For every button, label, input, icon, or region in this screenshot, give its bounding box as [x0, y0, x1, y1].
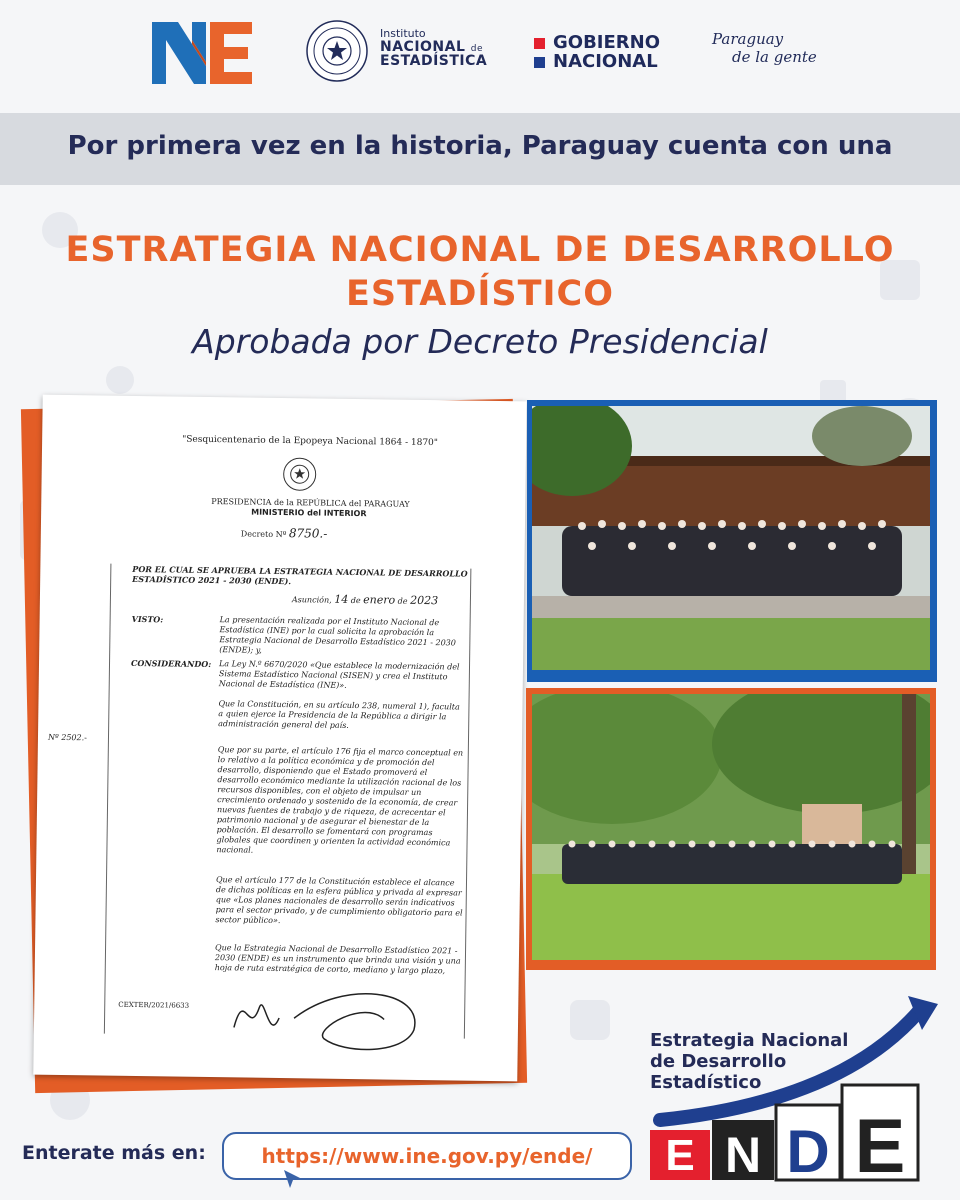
- doc-paragraph-5: Que la Estrategia Nacional de Desarrollo Estadístico 2021 - 2030 (ENDE) es un instrumento que brinda una visión y una hoja de ruta estratégica de corto, mediano y largo plazo,: [214, 943, 461, 976]
- signature-icon: [224, 957, 445, 1060]
- doc-paragraph-4: Que el artículo 177 de la Constitución establece el alcance de dichas políticas en la esfera pública y privada al expresar que «Los planes nacionales de desarrollo serán indicativos para el sector privado, y de cumplimiento obligatorio para el sector público».: [215, 875, 463, 926]
- doc-day: 14: [334, 592, 349, 606]
- doc-presidencia: PRESIDENCIA de la REPÚBLICA del PARAGUAY: [211, 497, 410, 509]
- paraguay-line1: Paraguay: [712, 30, 784, 48]
- doc-paragraph-2: Que la Constitución, en su artículo 238, numeral 1), faculta a quien ejerce la Presidencia de la República a dirigir la administración general del país.: [218, 699, 460, 730]
- doc-left-rule: [104, 564, 112, 1034]
- subtitle: Aprobada por Decreto Presidencial: [192, 322, 768, 361]
- doc-seal-icon: [281, 456, 317, 492]
- title-line2: ESTADÍSTICO: [346, 274, 614, 314]
- institute-line2: ESTADÍSTICA: [380, 53, 488, 70]
- enterate-label: Enterate más en:: [22, 1142, 206, 1164]
- blue-square-icon: [534, 57, 545, 68]
- main-title: [0, 228, 960, 316]
- doc-decreto-num: 8750.-: [288, 526, 328, 541]
- doc-margin-number: Nº 2502.-: [47, 732, 87, 743]
- ende-line1: Estrategia Nacional: [650, 1030, 849, 1051]
- title-line1: ESTRATEGIA NACIONAL DE DESARROLLO: [65, 230, 895, 270]
- headline: Por primera vez en la historia, Paraguay cuenta con una: [67, 131, 893, 161]
- doc-paragraph-3: Que por su parte, el artículo 176 fija el marco conceptual en lo relativo a la política económica y de promoción del desarrollo, disponiendo que el Estado promoverá el desarrollo económico mediante la utilización racional de los recursos disponibles, con el objeto de impulsar un crecimiento ordenado y sostenido de la economía, de crear nuevas fuentes de trabajo y de riqueza, de acrecentar el patrimonio nacional y de asegurar el bienestar de la población. El desarrollo se fomentará con programas globales que coordinen y orienten la actividad económica nacional.: [216, 745, 464, 855]
- cursor-icon: [282, 1168, 304, 1190]
- ende-letter-d: D: [786, 1118, 830, 1185]
- group-photo-1: [532, 406, 930, 670]
- red-square-icon: [534, 38, 545, 49]
- doc-de1: de: [350, 595, 361, 606]
- doc-decreto-label: Decreto Nº: [240, 529, 287, 540]
- gobierno-nacional-logo: [534, 34, 660, 72]
- gob-line1: GOBIERNO: [553, 32, 661, 53]
- ine-logo: [152, 22, 254, 84]
- doc-place: Asunción,: [291, 595, 332, 605]
- ende-line3: Estadístico: [650, 1072, 762, 1093]
- group-photo-2: [532, 694, 930, 960]
- doc-por-el-cual: POR EL CUAL SE APRUEBA LA ESTRATEGIA NACIONAL DE DESARROLLO ESTADÍSTICO 2021 - 2030 (ENDE).: [132, 563, 468, 587]
- national-seal-icon: [306, 20, 368, 82]
- ende-letter-e1: E: [665, 1131, 695, 1180]
- doc-paragraph-1: La Ley N.º 6670/2020 «Que establece la modernización del Sistema Estadístico Nacional (SISEN) y crea el Instituto Nacional de Estadística (INE)».: [218, 659, 460, 690]
- doc-month: enero: [363, 593, 396, 607]
- institute-de: de: [470, 43, 484, 54]
- institute-small: Instituto: [380, 27, 426, 40]
- decree-document: [33, 395, 526, 1082]
- ende-letter-n: N: [724, 1127, 762, 1183]
- paraguay-line2: de la gente: [732, 48, 817, 66]
- institute-name: [380, 28, 487, 69]
- gob-line2: NACIONAL: [553, 50, 658, 72]
- institute-line1: NACIONAL: [380, 38, 466, 55]
- doc-visto-label: VISTO:: [131, 613, 164, 625]
- doc-year: 2023: [410, 593, 439, 608]
- ende-letter-e2: E: [854, 1104, 906, 1189]
- doc-footer-code: CEXTER/2021/6633: [118, 1000, 190, 1010]
- ende-title: [650, 1030, 848, 1093]
- doc-ministerio: MINISTERIO del INTERIOR: [251, 507, 367, 519]
- doc-de2: de: [397, 596, 408, 606]
- ende-line2: de Desarrollo: [650, 1051, 787, 1072]
- doc-considerando-label: CONSIDERANDO:: [130, 657, 212, 670]
- doc-visto-text: La presentación realizada por el Instituto Nacional de Estadística (INE) por la cual solicita la aprobación la Estrategia Nacional de Desarrollo Estadístico 2021 - 2030 (ENDE); y,: [219, 615, 456, 655]
- doc-motto: "Sesquicentenario de la Epopeya Nacional 1864 - 1870": [182, 434, 439, 449]
- ende-url-link[interactable]: https://www.ine.gov.py/ende/: [222, 1132, 632, 1180]
- paraguay-de-la-gente-logo: [712, 30, 817, 66]
